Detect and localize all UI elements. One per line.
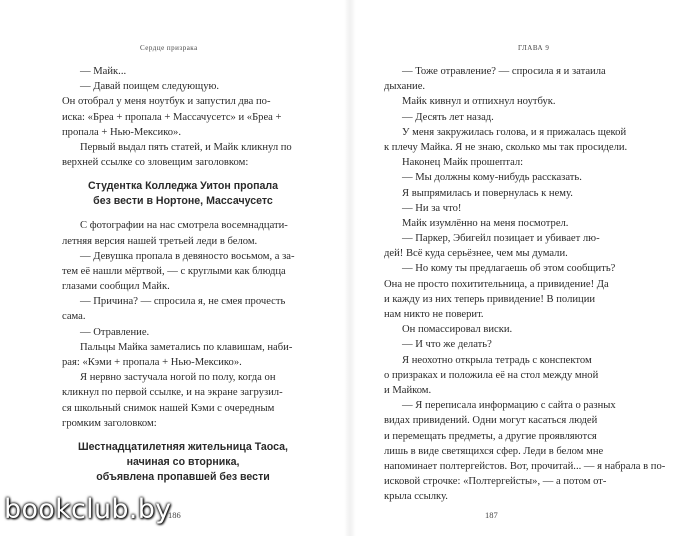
text-line: летняя версия нашей третьей леди в белом. — [62, 235, 258, 247]
text-line: — Паркер, Эбигейл позицает и убивает лю- — [402, 233, 600, 245]
text-line: видах привидений. Одни могут касаться людей — [384, 415, 598, 427]
right-paragraphs — [384, 64, 666, 504]
text-line: — Давай поищем следующую. — [80, 81, 220, 93]
text-line: к плечу Майка. Я не знаю, сколько мы так просидели. — [384, 141, 628, 153]
left-paragraphs-2 — [62, 218, 304, 431]
text-line: крыла ссылку. — [384, 491, 448, 503]
right-page-text — [384, 64, 666, 504]
text-line: рая: «Кэми + пропала + Нью-Мексико». — [62, 357, 242, 368]
text-line: дыхание. — [384, 81, 426, 93]
text-line: Я неохотно открыла тетрадь с конспектом — [402, 354, 592, 366]
text-line: и Майком. — [384, 384, 432, 396]
text-line: дей! Всё куда серьёзнее, чем мы думали. — [384, 248, 568, 260]
left-paragraphs-1 — [62, 64, 304, 170]
headline-line: начиная со вторника, — [126, 455, 240, 468]
text-line: — И что же делать? — [402, 339, 492, 351]
news-headline-2 — [62, 440, 304, 485]
news-headline-1 — [62, 179, 304, 209]
text-line: Она не просто похитительница, а привидение! Да — [384, 278, 609, 290]
text-line: и кажду из них теперь привидение! В полиции — [384, 293, 596, 305]
text-line: сама. — [62, 311, 86, 323]
text-line: нам никто не поверит. — [384, 309, 484, 320]
text-line: — Я переписала информацию с сайта о разных — [402, 400, 616, 412]
headline-line: Шестнадцатилетняя жительница Таоса, — [78, 440, 288, 453]
text-line: — Мы должны кому-нибудь рассказать. — [402, 172, 582, 184]
text-line: Пальцы Майка заметались по клавишам, наби- — [80, 341, 293, 353]
text-line: и перемещать предметы, а другие проявляются — [384, 430, 597, 442]
headline-line: без вести в Нортоне, Массачусетс — [93, 195, 273, 208]
spacer — [62, 431, 304, 440]
text-line: кликнул по первой ссылке, и на экране загрузил- — [62, 387, 283, 399]
text-line: верхней ссылке со зловещим заголовком: — [62, 157, 249, 169]
text-line: Он отобрал у меня ноутбук и запустил два по- — [62, 96, 271, 108]
text-line: Он помассировал виски. — [402, 324, 513, 336]
page-number-right: 187 — [485, 510, 498, 520]
text-line: ся школьный снимок нашей Кэми с очередным — [62, 402, 275, 414]
text-line: — Десять лет назад. — [402, 111, 494, 123]
headline-line: объявлена пропавшей без вести — [96, 470, 270, 483]
text-line: Первый выдал пять статей, и Майк кликнул по — [80, 141, 292, 153]
text-line: — Отравление. — [80, 326, 150, 338]
text-line: — Но кому ты предлагаешь об этом сообщить? — [402, 263, 616, 275]
running-head-right: ГЛАВА 9 — [518, 44, 550, 52]
text-line: Майк изумлённо на меня посмотрел. — [402, 217, 569, 229]
page-number-left: 186 — [168, 510, 181, 520]
text-line: Я нервно застучала ногой по полу, когда он — [80, 372, 276, 384]
text-line: громким заголовком: — [62, 417, 157, 429]
headline-line: Студентка Колледжа Уитон пропала — [88, 180, 278, 193]
text-line: о призраках и положила её на стол между мной — [384, 369, 599, 381]
text-line: У меня закружилась голова, и я прижалась щекой — [402, 126, 627, 138]
text-line: — Ни за что! — [402, 202, 462, 214]
text-line: Наконец Майк прошептал: — [402, 157, 524, 169]
text-line: глазами сообщил Майк. — [62, 281, 170, 293]
text-line: Майк кивнул и отпихнул ноутбук. — [402, 96, 556, 108]
text-line: пропала + Нью-Мексико». — [62, 126, 181, 138]
text-line: С фотографии на нас смотрела восемнадцати- — [80, 220, 288, 232]
spacer — [62, 170, 304, 179]
text-line: иска: «Брea + пропала + Массачусетс» и «Брea + — [62, 111, 282, 123]
text-line: Я выпрямилась и повернулась к нему. — [402, 187, 573, 199]
text-line: — Девушка пропала в девяносто восьмом, а за- — [80, 250, 295, 262]
text-line: — Причина? — спросила я, не смея прочесть — [80, 296, 286, 308]
text-line: лишь в виде светящихся сфер. Леди в белом мне — [384, 445, 604, 457]
left-page-text — [62, 64, 304, 485]
text-line: — Майк... — [80, 66, 127, 77]
text-line: — Тоже отравление? — спросила я и затаила — [402, 66, 606, 77]
watermark-logo: bookclub.by — [4, 494, 172, 525]
text-line: напоминает полтергейстов. Вот, прочитай... — я набрала в по- — [384, 460, 666, 472]
right-page — [350, 0, 700, 536]
running-head-left: Сердце призрака — [140, 44, 198, 52]
text-line: тем её нашли мёртвой, — с круглыми как блюдца — [62, 265, 286, 277]
text-line: исковой строчке: «Полтергейсты», — а потом от- — [384, 476, 607, 488]
spacer — [62, 209, 304, 218]
